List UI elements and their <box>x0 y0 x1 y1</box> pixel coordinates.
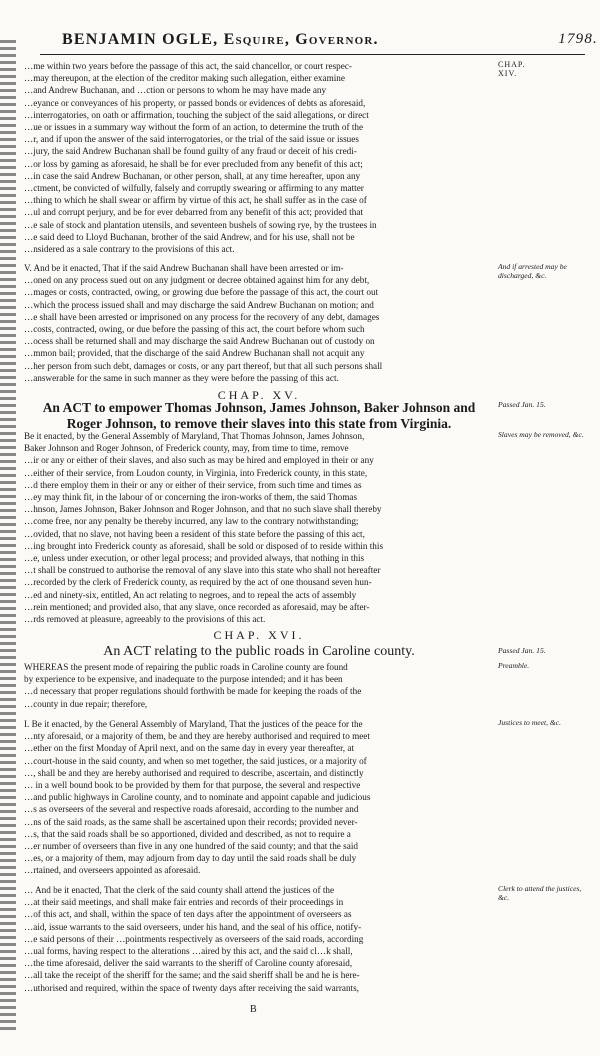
chap16-title: An ACT relating to the public roads in Caroline county. <box>103 644 415 659</box>
chap14-line: …e sale of stock and plantation utensils, and seventeen bushels of sowing rye, by the trustees in <box>24 219 377 230</box>
chap16-sec2-line: …ual forms, having respect to the alterations …aired by this act, and the said cl…k shall, <box>24 946 353 957</box>
chap15-line: …ovided, that no slave, not having been a resident of this state before the passing of this act, <box>24 528 365 539</box>
chap14-side-label: CHAP. XIV. <box>498 60 526 78</box>
section-iv-line: …mages or costs, contracted, owing, or growing due before the passage of this act, the court out <box>24 287 379 298</box>
chap15-line: …ir or any or either of their slaves, and also such as may be hired and employed in their or any <box>24 455 374 466</box>
chap16-preamble-line: by experience to be expensive, and inadequate to the purpose intended; and it has been <box>24 674 343 685</box>
chap14-line: …in case the said Andrew Buchanan, or other person, shall, at any time hereafter, upon any <box>24 170 361 181</box>
chap14-line: …ctment, be convicted of wilfully, falsely and corruptly swearing or affirming to any matter <box>24 183 364 194</box>
chap14-continued-text <box>24 60 494 255</box>
signature-mark: B <box>250 1004 257 1015</box>
chap16-sec1-line: …es, or a majority of them, may adjourn from day to day until the said roads shall be duly <box>24 853 357 864</box>
chap16-sec1-line: …ns of the said roads, as the same shall be ascertained upon their records; provided never- <box>24 816 358 827</box>
chap16-sec1-line: I. Be it enacted, by the General Assembly of Maryland, That the justices of the peace for the <box>24 719 363 729</box>
chap16-sec1-line: …court-house in the said county, and when so met together, the said justices, or a majority of <box>24 755 367 766</box>
chap14-line: …may thereupon, at the election of the creditor making such allegation, either examine <box>24 73 345 84</box>
side-note-arrested: And if arrested may be discharged, &c. <box>498 262 567 280</box>
chap16-sec1-line: …rtained, and overseers appointed as aforesaid. <box>24 865 201 876</box>
chap16-sec1-line: …ether on the first Monday of April next, and on the same day in every year thereafter, at <box>24 743 355 754</box>
chap16-sec1-line: …and public highways in Caroline county, and to nominate and appoint capable and judicious <box>24 792 371 803</box>
chap16-justices-note: Justices to meet, &c. <box>498 718 562 727</box>
page-header <box>62 31 600 55</box>
section-iv-line: …her person from such debt, damages or costs, or any part thereof, but that all such persons shall <box>24 360 383 371</box>
chap15-line: Be it enacted, by the General Assembly of Maryland, That Thomas Johnson, James Johnson, <box>24 431 365 441</box>
chap15-slaves-note: Slaves may be removed, &c. <box>498 430 584 439</box>
chap15-line: Baker Johnson and Roger Johnson, of Frederick county, may, from time to time, remove <box>24 443 349 454</box>
chap16-heading: CHAP. XVI. <box>213 628 305 642</box>
chap16-preamble-note: Preamble. <box>498 661 530 670</box>
chap15-line: …d there employ them in their or any or either of their service, from such time and times as <box>24 479 362 490</box>
chap16-sec1-line: …nty aforesaid, or a majority of them, be and they are hereby authorised and required to meet <box>24 731 370 742</box>
chap15-line: …ed and ninety-six, entitled, An act relating to negroes, and to repeal the acts of assembly <box>24 589 357 600</box>
chap16-section2 <box>24 884 494 994</box>
chap16-sec2-line: …e said persons of their …pointments respectively as overseers of the said roads, according <box>24 933 364 944</box>
chap14-line: …eyance or conveyances of his property, or passed bonds or evidences of debts as aforesaid, <box>24 97 366 108</box>
header-rule <box>40 54 585 55</box>
chap15-line: …ing brought into Frederick county as aforesaid, shall be sold or disposed of to reside within this <box>24 540 384 551</box>
section-iv-text <box>24 262 494 384</box>
chap16-preamble-line: …county in due repair; therefore, <box>24 698 148 709</box>
chap15-line: …rds removed at pleasure, agreeably to the provisions of this act. <box>24 614 266 625</box>
chap15-text <box>24 430 494 625</box>
section-iv-line: …answerable for the same in such manner as they were before the passing of this act. <box>24 372 339 383</box>
chap16-sec2-line: …the time aforesaid, deliver the said warrants to the sheriff of Caroline county aforesaid, <box>24 958 353 969</box>
chap16-sec2-line: …of this act, and shall, within the space of ten days after the appointment of overseers as <box>24 909 352 920</box>
chap14-line: …nsidered as a sale contrary to the provisions of this act. <box>24 244 235 255</box>
section-iv-line: …costs, contracted, owing, or due before the passing of this act, the court before whom such <box>24 324 365 335</box>
chap16-sec1-line: …, shall be and they are hereby authorised and required to describe, ascertain, and distinctly <box>24 767 364 778</box>
chap15-title: An ACT to empower Thomas Johnson, James Johnson, Baker Johnson and Roger Johnson, to remove their slaves into this state from Virginia. <box>42 400 476 431</box>
chap16-sec2-line: …aid, issue warrants to the said overseers, under his hand, and the seal of his office, notify- <box>24 921 362 932</box>
section-iv-line: …e shall have been arrested or imprisoned on any process for the recovery of any debt, damages <box>24 311 380 322</box>
chap14-line: …interrogatories, on oath or affirmation, touching the subject of the said allegations, or direct <box>24 109 369 120</box>
chap14-line: …or loss by gaming as aforesaid, he shall be for ever precluded from any benefit of this act; <box>24 158 363 169</box>
chap14-line: …jury, the said Andrew Buchanan shall be found guilty of any fraud or deceit of his credi- <box>24 146 357 157</box>
chap16-clerk-note: Clerk to attend the justices, &c. <box>498 884 582 902</box>
section-iv-line: …mmon bail; provided, that the discharge of the said Andrew Buchanan shall not acquit any <box>24 348 365 359</box>
chap16-passed-note: Passed Jan. 15. <box>498 646 546 655</box>
chap15-line: …ey may think fit, in the labour of or concerning the iron-works of them, the said Thomas <box>24 492 358 503</box>
chap16-sec2-line: …at their said meetings, and shall make fair entries and records of their proceedings in <box>24 897 344 908</box>
chap15-line: …come free, nor any penalty be thereby incurred, any law to the contrary notwithstanding; <box>24 516 359 527</box>
chap16-preamble-line: WHEREAS the present mode of repairing the public roads in Caroline county are found <box>24 662 348 672</box>
chap16-preamble <box>24 661 494 710</box>
section-iv-line: V. And be it enacted, That if the said Andrew Buchanan shall have been arrested or im- <box>24 263 344 273</box>
chap14-line: …thing to which he shall swear or affirm by virtue of this act, he shall suffer as in the case of <box>24 195 367 206</box>
chap15-heading: CHAP. XV. <box>217 388 301 402</box>
chap16-section1 <box>24 718 494 877</box>
chap14-line: …r, and if upon the answer of the said interrogatories, or the trial of the said issue or issues <box>24 134 359 145</box>
chap16-preamble-line: …d necessary that proper regulations should forthwith be made for keeping the roads of the <box>24 686 362 697</box>
binding-edge <box>0 40 16 1030</box>
chap16-sec1-line: … in a well bound book to be provided by them for that purpose, the several and respective <box>24 780 361 791</box>
header-title: BENJAMIN OGLE, Esquire, Governor. <box>62 31 379 48</box>
chap16-sec1-line: …s as overseers of the several and respective roads aforesaid, according to the number and <box>24 804 359 815</box>
section-iv-line: …ocess shall be returned shall and may discharge the said Andrew Buchanan out of custody on <box>24 336 375 347</box>
header-year: 1798. <box>558 31 598 47</box>
chap14-line: …e said deed to Lloyd Buchanan, brother of the said Andrew, and for his use, shall not be <box>24 231 355 242</box>
chap15-line: …e, unless under execution, or other legal process; and provided always, that nothing in this <box>24 553 365 564</box>
chap16-sec1-line: …s, that the said roads shall be so apportioned, divided and described, as not to require a <box>24 828 351 839</box>
chap16-sec2-line: …uthorised and required, within the space of twenty days after receiving the said warrants, <box>24 982 359 993</box>
chap15-passed-note: Passed Jan. 15. <box>498 400 546 409</box>
chap14-line: …and Andrew Buchanan, and …ction or persons to whom he may have made any <box>24 85 327 96</box>
section-iv-line: …oned on any process sued out on any judgment or decree obtained against him for any debt, <box>24 275 370 286</box>
section-iv-line: …which the process issued shall and may discharge the said Andrew Buchanan on motion; and <box>24 299 374 310</box>
chap16-sec2-line: … And be it enacted, That the clerk of the said county shall attend the justices of the <box>24 885 335 895</box>
chap16-sec1-line: …er number of overseers than five in any one hundred of the said county; and that the said <box>24 841 358 852</box>
chap14-line: …ul and corrupt perjury, and be for ever debarred from any benefit of this act; provided that <box>24 207 363 218</box>
chap14-line: …ue or issues in a summary way without the form of an action, to determine the truth of the <box>24 122 364 133</box>
chap16-sec2-line: …all take the receipt of the sheriff for the same; and the said sheriff shall be and he is here- <box>24 970 360 981</box>
chap14-line: …me within two years before the passage of this act, the said chancellor, or court respec- <box>24 61 352 71</box>
chap15-line: …recorded by the clerk of Frederick county, as required by the act of one thousand seven hun- <box>24 577 372 588</box>
chap15-line: …rein mentioned; and provided also, that any slave, once recorded as aforesaid, may be after- <box>24 601 370 612</box>
chap15-line: …hnson, James Johnson, Baker Johnson and Roger Johnson, and that no such slave shall thereby <box>24 504 382 515</box>
chap15-line: …t shall be construed to authorise the removal of any slave into this state who shall not hereafter <box>24 565 381 576</box>
chap15-line: …either of their service, from Loudon county, in Virginia, into Frederick county, in this state, <box>24 467 368 478</box>
